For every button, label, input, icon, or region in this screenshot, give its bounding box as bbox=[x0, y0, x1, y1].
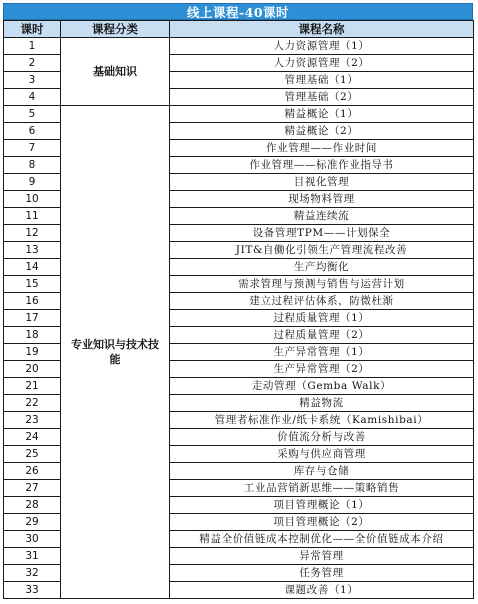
period-number: 25 bbox=[4, 446, 61, 463]
period-number: 16 bbox=[4, 293, 61, 310]
period-number: 32 bbox=[4, 565, 61, 582]
course-name: 生产异常管理（2） bbox=[170, 361, 474, 378]
course-table bbox=[3, 20, 474, 599]
period-number: 18 bbox=[4, 327, 61, 344]
course-name: 精益全价值链成本控制优化——全价值链成本介绍 bbox=[170, 531, 474, 548]
course-name: 精益物流 bbox=[170, 395, 474, 412]
course-name: 价值流分析与改善 bbox=[170, 429, 474, 446]
period-number: 6 bbox=[4, 123, 61, 140]
period-number: 17 bbox=[4, 310, 61, 327]
course-name: 建立过程评估体系，防微杜渐 bbox=[170, 293, 474, 310]
period-number: 2 bbox=[4, 55, 61, 72]
course-name: 采购与供应商管理 bbox=[170, 446, 474, 463]
course-name: 人力资源管理（2） bbox=[170, 55, 474, 72]
course-name: 任务管理 bbox=[170, 565, 474, 582]
table-row bbox=[4, 38, 474, 55]
header-category: 课程分类 bbox=[61, 21, 170, 38]
course-name: 生产异常管理（1） bbox=[170, 344, 474, 361]
course-name: 管理者标准作业/纸卡系统（Kamishibai） bbox=[170, 412, 474, 429]
period-number: 1 bbox=[4, 38, 61, 55]
period-number: 8 bbox=[4, 157, 61, 174]
course-name: 精益概论（2） bbox=[170, 123, 474, 140]
period-number: 10 bbox=[4, 191, 61, 208]
course-name: 现场物料管理 bbox=[170, 191, 474, 208]
course-name: 精益连续流 bbox=[170, 208, 474, 225]
table-row bbox=[4, 106, 474, 123]
course-name: 作业管理——作业时间 bbox=[170, 140, 474, 157]
sheet-title: 线上课程-40课时 bbox=[3, 3, 473, 20]
course-name: 生产均衡化 bbox=[170, 259, 474, 276]
category-cell: 专业知识与技术技能 bbox=[61, 106, 170, 599]
period-number: 30 bbox=[4, 531, 61, 548]
period-number: 5 bbox=[4, 106, 61, 123]
course-name: 管理基础（2） bbox=[170, 89, 474, 106]
period-number: 9 bbox=[4, 174, 61, 191]
period-number: 29 bbox=[4, 514, 61, 531]
period-number: 24 bbox=[4, 429, 61, 446]
course-name: 异常管理 bbox=[170, 548, 474, 565]
period-number: 13 bbox=[4, 242, 61, 259]
course-name: 人力资源管理（1） bbox=[170, 38, 474, 55]
period-number: 22 bbox=[4, 395, 61, 412]
period-number: 28 bbox=[4, 497, 61, 514]
period-number: 23 bbox=[4, 412, 61, 429]
course-name: 过程质量管理（2） bbox=[170, 327, 474, 344]
course-name: 作业管理——标准作业指导书 bbox=[170, 157, 474, 174]
course-name: 走动管理（Gemba Walk） bbox=[170, 378, 474, 395]
period-number: 26 bbox=[4, 463, 61, 480]
period-number: 4 bbox=[4, 89, 61, 106]
period-number: 31 bbox=[4, 548, 61, 565]
period-number: 11 bbox=[4, 208, 61, 225]
course-name: 工业品营销新思维——策略销售 bbox=[170, 480, 474, 497]
course-name: JIT&自働化引领生产管理流程改善 bbox=[170, 242, 474, 259]
period-number: 7 bbox=[4, 140, 61, 157]
header-row bbox=[4, 21, 474, 38]
course-name: 项目管理概论（1） bbox=[170, 497, 474, 514]
course-name: 精益概论（1） bbox=[170, 106, 474, 123]
period-number: 15 bbox=[4, 276, 61, 293]
course-schedule-sheet bbox=[3, 3, 473, 599]
course-name: 需求管理与预测与销售与运营计划 bbox=[170, 276, 474, 293]
period-number: 33 bbox=[4, 582, 61, 599]
period-number: 21 bbox=[4, 378, 61, 395]
period-number: 19 bbox=[4, 344, 61, 361]
category-cell: 基础知识 bbox=[61, 38, 170, 106]
course-name: 项目管理概论（2） bbox=[170, 514, 474, 531]
period-number: 3 bbox=[4, 72, 61, 89]
course-name: 管理基础（1） bbox=[170, 72, 474, 89]
period-number: 27 bbox=[4, 480, 61, 497]
course-name: 设备管理TPM——计划保全 bbox=[170, 225, 474, 242]
header-course-name: 课程名称 bbox=[170, 21, 474, 38]
course-rows bbox=[4, 38, 474, 599]
course-name: 过程质量管理（1） bbox=[170, 310, 474, 327]
course-name: 库存与仓储 bbox=[170, 463, 474, 480]
period-number: 20 bbox=[4, 361, 61, 378]
header-period: 课时 bbox=[4, 21, 61, 38]
period-number: 14 bbox=[4, 259, 61, 276]
period-number: 12 bbox=[4, 225, 61, 242]
course-name: 目视化管理 bbox=[170, 174, 474, 191]
course-name: 课题改善（1） bbox=[170, 582, 474, 599]
